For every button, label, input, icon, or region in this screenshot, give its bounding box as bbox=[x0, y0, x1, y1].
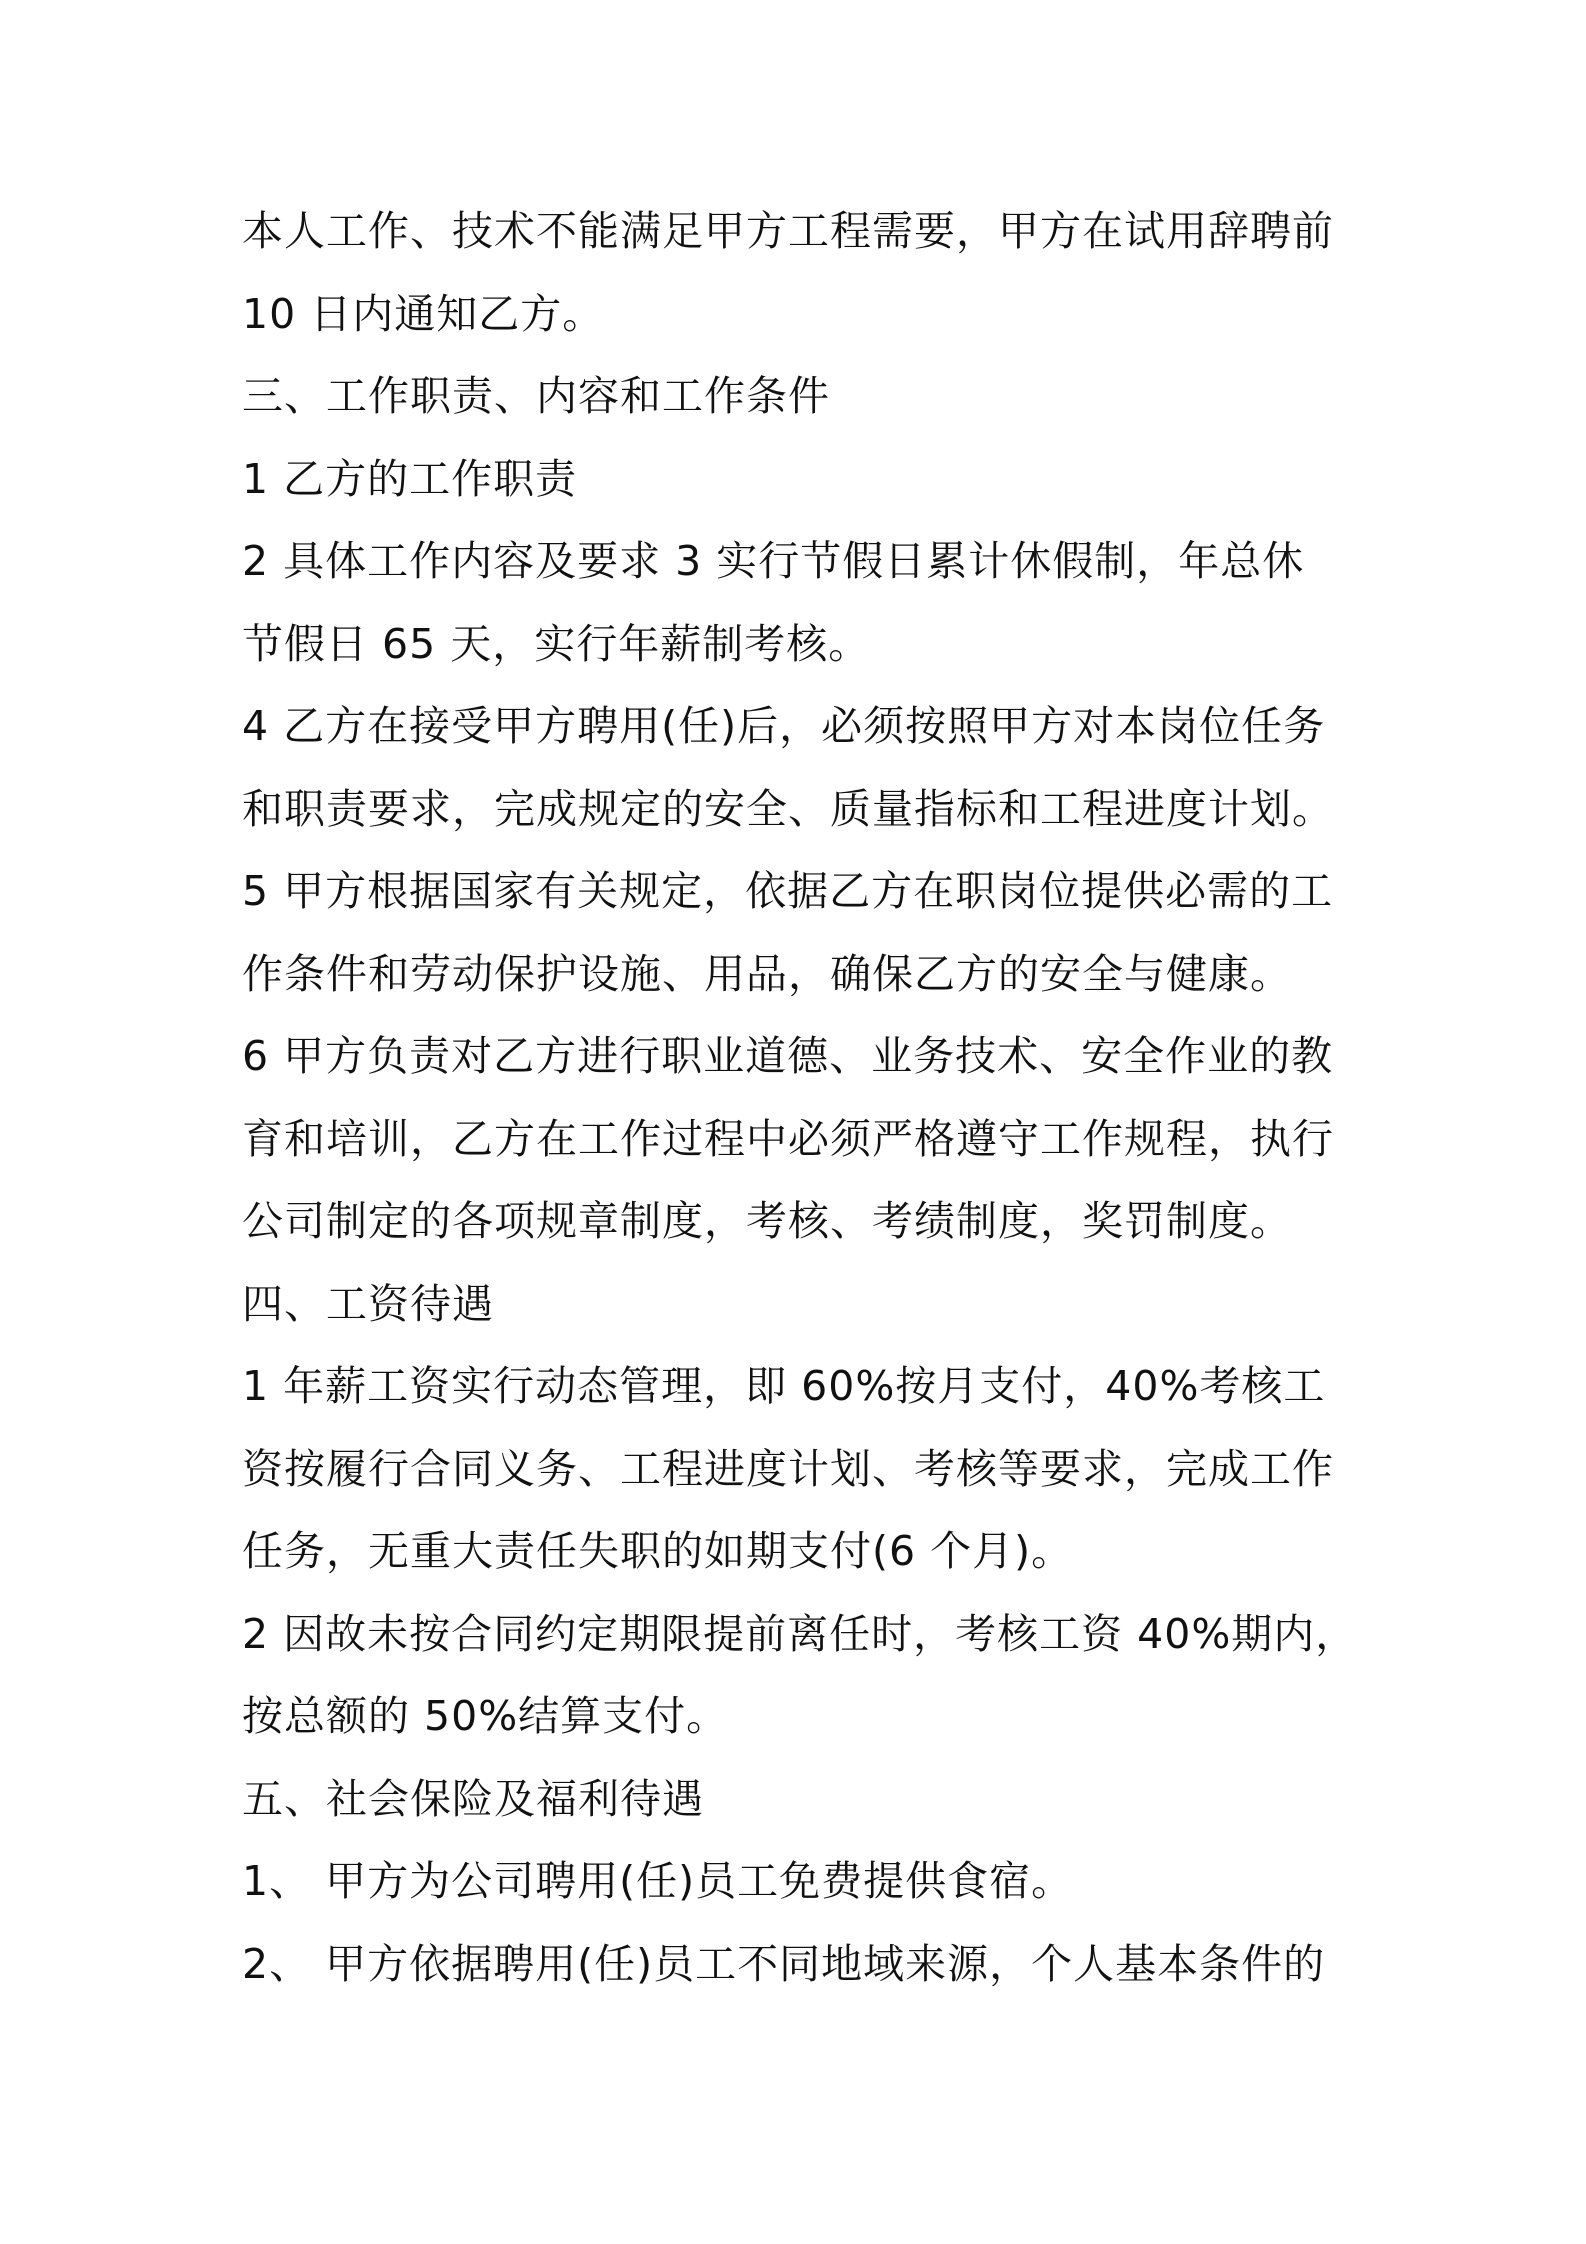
document-body bbox=[242, 190, 1362, 2005]
text-line-15: 1 年薪工资实行动态管理，即 60%按月支付，40%考核工 bbox=[242, 1362, 1326, 1410]
text-line-9: 5 甲方根据国家有关规定，依据乙方在职岗位提供必需的工 bbox=[242, 867, 1334, 915]
text-line-17: 任务，无重大责任失职的如期支付(6 个月)。 bbox=[242, 1527, 1074, 1575]
section-heading-3: 三、工作职责、内容和工作条件 bbox=[242, 372, 830, 420]
text-line-8: 和职责要求，完成规定的安全、质量指标和工程进度计划。 bbox=[242, 784, 1334, 833]
text-line-12: 育和培训，乙方在工作过程中必须严格遵守工作规程，执行 bbox=[242, 1114, 1334, 1163]
text-line-11: 6 甲方负责对乙方进行职业道德、业务技术、安全作业的教 bbox=[242, 1032, 1334, 1080]
text-line-2: 10 日内通知乙方。 bbox=[242, 289, 605, 338]
text-line-22: 2、 甲方依据聘用(任)员工不同地域来源，个人基本条件的 bbox=[242, 1939, 1326, 1988]
section-heading-5: 五、社会保险及福利待遇 bbox=[242, 1774, 704, 1823]
text-line-7: 4 乙方在接受甲方聘用(任)后，必须按照甲方对本岗位任务 bbox=[242, 702, 1326, 750]
section-heading-4: 四、工资待遇 bbox=[242, 1279, 494, 1328]
text-line-10: 作条件和劳动保护设施、用品，确保乙方的安全与健康。 bbox=[242, 949, 1292, 998]
text-line-16: 资按履行合同义务、工程进度计划、考核等要求，完成工作 bbox=[242, 1444, 1334, 1493]
text-line-1: 本人工作、技术不能满足甲方工程需要，甲方在试用辞聘前 bbox=[242, 207, 1334, 255]
text-line-5: 2 具体工作内容及要求 3 实行节假日累计休假制，年总休 bbox=[242, 537, 1305, 585]
text-line-21: 1、 甲方为公司聘用(任)员工免费提供食宿。 bbox=[242, 1857, 1074, 1905]
text-line-4: 1 乙方的工作职责 bbox=[242, 454, 578, 503]
text-line-13: 公司制定的各项规章制度，考核、考绩制度，奖罚制度。 bbox=[242, 1197, 1292, 1245]
text-line-6: 节假日 65 天，实行年薪制考核。 bbox=[242, 619, 871, 668]
text-line-19: 按总额的 50%结算支付。 bbox=[242, 1692, 729, 1740]
text-line-18: 2 因故未按合同约定期限提前离任时，考核工资 40%期内， bbox=[242, 1609, 1358, 1658]
